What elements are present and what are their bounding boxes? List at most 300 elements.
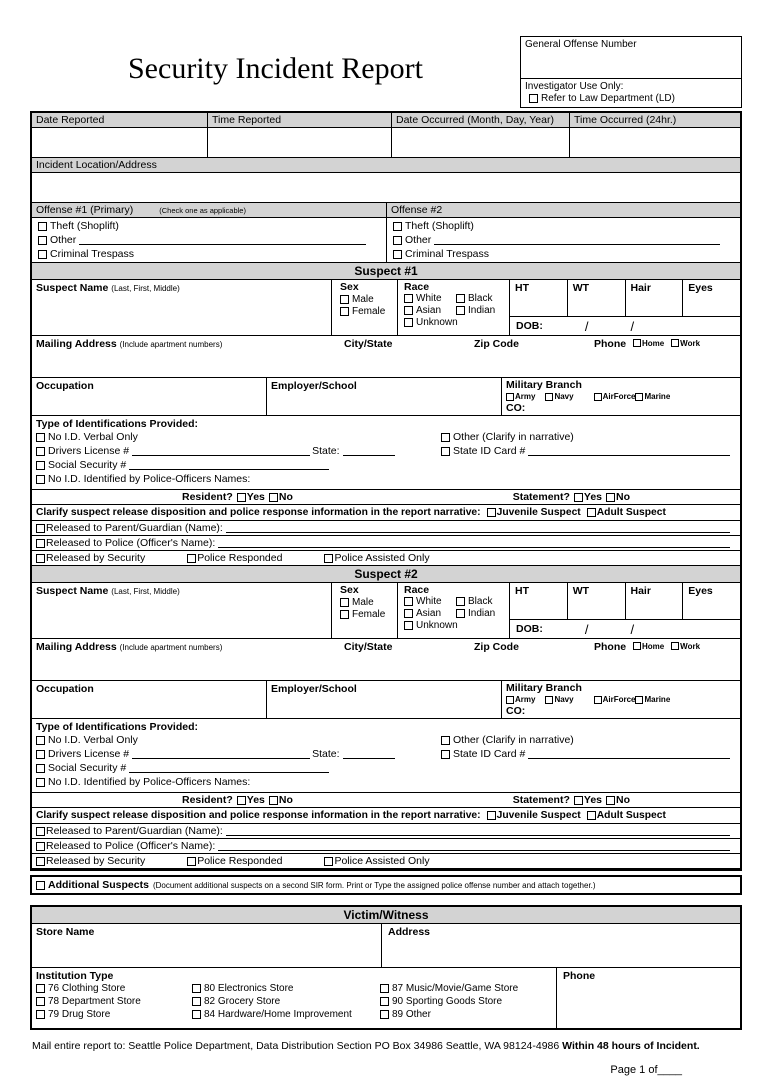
- height-field[interactable]: [510, 583, 568, 619]
- resident-label: Resident?: [182, 491, 233, 503]
- hair-label: Hair: [630, 282, 651, 294]
- sex-female-checkbox[interactable]: [340, 307, 349, 316]
- offense-header-row: [32, 203, 740, 218]
- zip-code-field[interactable]: [472, 336, 592, 352]
- general-offense-number-label: General Offense Number: [525, 39, 637, 50]
- released-parent-label: Released to Parent/Guardian (Name):: [46, 825, 223, 837]
- institution-76-label: 76 Clothing Store: [48, 983, 126, 994]
- sex-cell: [332, 583, 398, 638]
- military-marine-checkbox[interactable]: [635, 696, 643, 704]
- weight-label: WT: [572, 585, 590, 597]
- military-navy-checkbox[interactable]: [545, 696, 553, 704]
- general-offense-number-box: [520, 36, 742, 108]
- occupation-field[interactable]: [32, 378, 267, 415]
- institution-type-row: [32, 968, 740, 1028]
- commanding-officer-field[interactable]: CO:: [506, 705, 526, 717]
- weight-field[interactable]: [568, 280, 626, 316]
- employer-school-field[interactable]: [267, 378, 502, 415]
- offense2-theft-label: Theft (Shoplift): [405, 220, 474, 232]
- military-army-checkbox[interactable]: [506, 393, 514, 401]
- race-black-label: Black: [468, 596, 493, 607]
- police-assisted-checkbox[interactable]: [324, 857, 333, 866]
- adult-suspect-label: Adult Suspect: [596, 507, 666, 518]
- statement-yes-checkbox[interactable]: [574, 493, 583, 502]
- dob-slash: /: [630, 318, 635, 334]
- address-label: Address: [388, 926, 431, 938]
- race-unknown-label: Unknown: [416, 620, 458, 631]
- zip-code-label: Zip Code: [474, 641, 519, 653]
- id-other-checkbox[interactable]: [441, 433, 450, 442]
- race-asian-checkbox[interactable]: [404, 306, 413, 315]
- resident-yes-label: Yes: [246, 491, 265, 503]
- military-army-label: Army: [515, 392, 536, 401]
- institution-84-label: 84 Hardware/Home Improvement: [204, 1009, 352, 1020]
- institution-80-label: 80 Electronics Store: [204, 983, 294, 994]
- state-id-card-input[interactable]: [528, 445, 730, 456]
- institution-82-label: 82 Grocery Store: [204, 996, 281, 1007]
- mailing-address-field[interactable]: [32, 336, 342, 352]
- statement-yes-label: Yes: [583, 491, 602, 503]
- military-navy-checkbox[interactable]: [545, 393, 553, 401]
- eyes-label: Eyes: [688, 282, 713, 294]
- race-white-label: White: [416, 293, 442, 304]
- juvenile-suspect-checkbox[interactable]: [487, 508, 496, 517]
- offense1-other-checkbox[interactable]: [38, 236, 47, 245]
- adult-suspect-checkbox[interactable]: [587, 508, 596, 517]
- offense1-note: (Check one as applicable): [159, 205, 246, 215]
- suspect-identity-row: [32, 280, 740, 336]
- id-other-label: Other (Clarify in narrative): [453, 431, 574, 443]
- statement-no-label: No: [616, 794, 630, 806]
- military-branch-cell: [502, 378, 740, 415]
- sex-male-label: Male: [352, 597, 374, 608]
- institution-87-label: 87 Music/Movie/Game Store: [392, 983, 519, 994]
- clarify-label: Clarify suspect release disposition and police response information in the report narrative:: [36, 810, 481, 821]
- statement-no-checkbox[interactable]: [606, 796, 615, 805]
- released-police-label: Released to Police (Officer's Name):: [46, 840, 216, 852]
- race-black-checkbox[interactable]: [456, 294, 465, 303]
- dob-label: DOB:: [516, 623, 543, 635]
- race-white-checkbox[interactable]: [404, 294, 413, 303]
- released-by-security-checkbox[interactable]: [36, 554, 45, 563]
- time-occurred-input[interactable]: [570, 128, 740, 157]
- state-id-card-checkbox[interactable]: [441, 447, 450, 456]
- race-unknown-checkbox[interactable]: [404, 621, 413, 630]
- statement-yes-checkbox[interactable]: [574, 796, 583, 805]
- mail-deadline: Within 48 hours of Incident.: [562, 1040, 700, 1052]
- juvenile-suspect-label: Juvenile Suspect: [496, 810, 581, 821]
- dob-field[interactable]: [510, 619, 740, 638]
- suspect-section: [32, 263, 740, 566]
- height-label: HT: [515, 282, 529, 294]
- drivers-license-state-input[interactable]: [343, 445, 395, 456]
- adult-suspect-label: Adult Suspect: [596, 810, 666, 821]
- time-reported-label: Time Reported: [208, 113, 392, 127]
- offense1-trespass-checkbox[interactable]: [38, 250, 47, 259]
- police-responded-checkbox[interactable]: [187, 554, 196, 563]
- released-by-security-label: Released by Security: [46, 552, 146, 564]
- adult-suspect-checkbox[interactable]: [587, 811, 596, 820]
- race-asian-checkbox[interactable]: [404, 609, 413, 618]
- race-indian-checkbox[interactable]: [456, 306, 465, 315]
- offense1-other-input[interactable]: [79, 234, 366, 245]
- released-parent-label: Released to Parent/Guardian (Name):: [46, 522, 223, 534]
- offense1-theft-label: Theft (Shoplift): [50, 220, 119, 232]
- state-id-card-checkbox[interactable]: [441, 750, 450, 759]
- offense1-other-label: Other: [50, 234, 77, 246]
- no-id-verbal-label: No I.D. Verbal Only: [48, 734, 138, 746]
- employer-school-label: Employer/School: [271, 380, 357, 392]
- resident-yes-label: Yes: [246, 794, 265, 806]
- phone-home-checkbox[interactable]: [633, 642, 641, 650]
- drivers-license-input[interactable]: [132, 748, 310, 759]
- drivers-license-checkbox[interactable]: [36, 750, 45, 759]
- drivers-license-state-label: State:: [312, 445, 340, 457]
- institution-82-checkbox[interactable]: [192, 997, 201, 1006]
- city-state-label: City/State: [344, 338, 393, 350]
- offense1-label: Offense #1 (Primary): [36, 204, 134, 216]
- eyes-label: Eyes: [688, 585, 713, 597]
- statement-label: Statement?: [512, 794, 570, 806]
- military-marine-checkbox[interactable]: [635, 393, 643, 401]
- suspect-identity-row: [32, 583, 740, 639]
- social-security-input[interactable]: [129, 762, 329, 773]
- offense2-trespass-label: Criminal Trespass: [405, 248, 490, 260]
- military-navy-label: Navy: [554, 695, 574, 704]
- time-reported-input[interactable]: [208, 128, 392, 157]
- hair-field[interactable]: [626, 280, 684, 316]
- offense2-label: Offense #2: [391, 204, 443, 216]
- id-title: Type of Identifications Provided:: [36, 418, 198, 430]
- id-other-checkbox[interactable]: [441, 736, 450, 745]
- incident-location-label: Incident Location/Address: [36, 159, 157, 171]
- institution-90-label: 90 Sporting Goods Store: [392, 996, 503, 1007]
- race-unknown-checkbox[interactable]: [404, 318, 413, 327]
- institution-type-label: Institution Type: [36, 970, 114, 982]
- released-by-security-label: Released by Security: [46, 855, 146, 867]
- institution-84-checkbox[interactable]: [192, 1010, 201, 1019]
- released-police-row: [32, 839, 740, 854]
- employer-school-field[interactable]: [267, 681, 502, 718]
- offense2-options: [387, 218, 740, 262]
- incident-location-header-row: [32, 158, 740, 173]
- physical-stats-cell: [510, 583, 740, 638]
- phone-label: Phone: [594, 641, 627, 653]
- date-occurred-label: Date Occurred (Month, Day, Year): [392, 113, 570, 127]
- sex-cell: [332, 280, 398, 335]
- institution-78-label: 78 Department Store: [48, 996, 141, 1007]
- social-security-input[interactable]: [129, 459, 329, 470]
- sex-female-label: Female: [352, 609, 386, 620]
- clarify-label: Clarify suspect release disposition and police response information in the report narrative:: [36, 507, 481, 518]
- mailing-address-note: (Include apartment numbers): [119, 643, 223, 652]
- sex-male-label: Male: [352, 294, 374, 305]
- resident-yes-checkbox[interactable]: [237, 796, 246, 805]
- no-id-police-checkbox[interactable]: [36, 475, 45, 484]
- race-unknown-label: Unknown: [416, 317, 458, 328]
- police-responded-checkbox[interactable]: [187, 857, 196, 866]
- police-responded-label: Police Responded: [197, 552, 283, 564]
- phone-field-vw[interactable]: [556, 968, 740, 1028]
- city-state-field[interactable]: [342, 639, 472, 655]
- suspect-name-label: Suspect Name: [36, 282, 109, 294]
- released-by-security-checkbox[interactable]: [36, 857, 45, 866]
- race-label: Race: [404, 584, 430, 596]
- no-id-police-label: No I.D. Identified by Police-Officers Names:: [48, 473, 251, 485]
- released-police-checkbox[interactable]: [36, 539, 45, 548]
- refer-law-dept-label: Refer to Law Department (LD): [541, 93, 675, 104]
- occupation-row: [32, 681, 740, 719]
- race-white-checkbox[interactable]: [404, 597, 413, 606]
- city-state-field[interactable]: [342, 336, 472, 352]
- id-other-label: Other (Clarify in narrative): [453, 734, 574, 746]
- social-security-checkbox[interactable]: [36, 461, 45, 470]
- police-assisted-label: Police Assisted Only: [334, 855, 430, 867]
- military-marine-label: Marine: [644, 392, 671, 401]
- police-assisted-checkbox[interactable]: [324, 554, 333, 563]
- race-white-label: White: [416, 596, 442, 607]
- store-name-label: Store Name: [36, 926, 95, 938]
- drivers-license-state-label: State:: [312, 748, 340, 760]
- victim-witness-section: [30, 905, 742, 1030]
- suspect-name-field[interactable]: [32, 583, 332, 638]
- offense2-other-input[interactable]: [434, 234, 720, 245]
- resident-statement-row: [32, 490, 740, 505]
- juvenile-suspect-checkbox[interactable]: [487, 811, 496, 820]
- offense1-trespass-label: Criminal Trespass: [50, 248, 135, 260]
- statement-no-label: No: [616, 491, 630, 503]
- address-field[interactable]: [382, 924, 740, 940]
- institution-80-checkbox[interactable]: [192, 984, 201, 993]
- investigator-use-label: Investigator Use Only:: [525, 81, 624, 92]
- institution-87-checkbox[interactable]: [380, 984, 389, 993]
- released-police-row: [32, 536, 740, 551]
- suspect-sections: [32, 263, 740, 869]
- suspect-name-note: (Last, First, Middle): [111, 587, 180, 596]
- zip-code-field[interactable]: [472, 639, 592, 655]
- id-title: Type of Identifications Provided:: [36, 721, 198, 733]
- released-parent-row: [32, 521, 740, 536]
- race-label: Race: [404, 281, 430, 293]
- drivers-license-input[interactable]: [132, 445, 310, 456]
- released-parent-checkbox[interactable]: [36, 827, 45, 836]
- suspect-name-note: (Last, First, Middle): [111, 284, 180, 293]
- race-black-checkbox[interactable]: [456, 597, 465, 606]
- military-airforce-checkbox[interactable]: [594, 393, 602, 401]
- hair-label: Hair: [630, 585, 651, 597]
- resident-yes-checkbox[interactable]: [237, 493, 246, 502]
- no-id-verbal-checkbox[interactable]: [36, 736, 45, 745]
- phone-work-checkbox[interactable]: [671, 642, 679, 650]
- drivers-license-checkbox[interactable]: [36, 447, 45, 456]
- weight-field[interactable]: [568, 583, 626, 619]
- institution-89-label: 89 Other: [392, 1009, 431, 1020]
- suspect-section-header: Suspect #1: [32, 263, 740, 280]
- offense1-options: [32, 218, 387, 262]
- weight-label: WT: [572, 282, 590, 294]
- phone-work-checkbox[interactable]: [671, 339, 679, 347]
- dob-label: DOB:: [516, 320, 543, 332]
- phone-field[interactable]: [592, 639, 740, 655]
- released-parent-input[interactable]: [226, 522, 730, 533]
- phone-work-label: Work: [680, 338, 701, 348]
- sex-male-checkbox[interactable]: [340, 295, 349, 304]
- page-header: [30, 36, 742, 108]
- city-state-label: City/State: [344, 641, 393, 653]
- race-indian-label: Indian: [468, 305, 496, 316]
- phone-label-vw: Phone: [563, 970, 596, 982]
- suspect-section-header: Suspect #2: [32, 566, 740, 583]
- store-name-field[interactable]: [32, 924, 382, 967]
- military-army-checkbox[interactable]: [506, 696, 514, 704]
- institution-90-checkbox[interactable]: [380, 997, 389, 1006]
- race-cell: [398, 280, 510, 335]
- sex-female-label: Female: [352, 306, 386, 317]
- military-army-label: Army: [515, 695, 536, 704]
- suspect-name-field[interactable]: [32, 280, 332, 335]
- release-options-row: [32, 854, 740, 869]
- eyes-field[interactable]: [683, 280, 740, 316]
- released-parent-input[interactable]: [226, 825, 730, 836]
- dob-slash: /: [584, 621, 589, 637]
- military-navy-label: Navy: [554, 392, 574, 401]
- no-id-verbal-checkbox[interactable]: [36, 433, 45, 442]
- sex-male-checkbox[interactable]: [340, 598, 349, 607]
- hair-field[interactable]: [626, 583, 684, 619]
- resident-no-label: No: [278, 794, 293, 806]
- resident-label: Resident?: [182, 794, 233, 806]
- identifications-row: [32, 719, 740, 793]
- refer-law-dept-checkbox[interactable]: [529, 94, 538, 103]
- drivers-license-label: Drivers License #: [48, 748, 130, 760]
- date-occurred-input[interactable]: [392, 128, 570, 157]
- military-marine-label: Marine: [644, 695, 671, 704]
- mailing-address-label: Mailing Address: [36, 338, 117, 350]
- phone-field[interactable]: [592, 336, 740, 352]
- race-indian-label: Indian: [468, 608, 496, 619]
- juvenile-suspect-label: Juvenile Suspect: [496, 507, 581, 518]
- occupation-row: [32, 378, 740, 416]
- released-police-input[interactable]: [218, 537, 730, 548]
- employer-school-label: Employer/School: [271, 683, 357, 695]
- page-title: Security Incident Report: [128, 52, 423, 85]
- mailing-instructions: [30, 1040, 742, 1052]
- general-offense-number-field[interactable]: [521, 37, 741, 79]
- military-branch-label: Military Branch: [506, 682, 582, 694]
- military-airforce-label: AirForce: [602, 695, 636, 704]
- suspect-section: [32, 566, 740, 869]
- social-security-checkbox[interactable]: [36, 764, 45, 773]
- offense2-trespass-checkbox[interactable]: [393, 250, 402, 259]
- offense2-other-checkbox[interactable]: [393, 236, 402, 245]
- commanding-officer-field[interactable]: CO:: [506, 402, 526, 414]
- drivers-license-label: Drivers License #: [48, 445, 130, 457]
- height-field[interactable]: [510, 280, 568, 316]
- report-meta-header-row: [32, 113, 740, 128]
- mail-text: Mail entire report to: Seattle Police Department, Data Distribution Section PO Box 34986 Seattle, WA 98124-4986: [32, 1040, 560, 1052]
- height-label: HT: [515, 585, 529, 597]
- resident-no-label: No: [278, 491, 293, 503]
- no-id-police-checkbox[interactable]: [36, 778, 45, 787]
- occupation-label: Occupation: [36, 380, 94, 392]
- state-id-card-input[interactable]: [528, 748, 730, 759]
- military-airforce-checkbox[interactable]: [594, 696, 602, 704]
- offense2-theft-checkbox[interactable]: [393, 222, 402, 231]
- physical-stats-cell: [510, 280, 740, 335]
- offense1-theft-checkbox[interactable]: [38, 222, 47, 231]
- released-parent-checkbox[interactable]: [36, 524, 45, 533]
- no-id-police-label: No I.D. Identified by Police-Officers Names:: [48, 776, 251, 788]
- mailing-address-field[interactable]: [32, 639, 342, 655]
- released-police-checkbox[interactable]: [36, 842, 45, 851]
- page-number: Page 1 of____: [610, 1064, 682, 1076]
- released-parent-row: [32, 824, 740, 839]
- resident-statement-row: [32, 793, 740, 808]
- sex-female-checkbox[interactable]: [340, 610, 349, 619]
- offense-options-row: [32, 218, 740, 263]
- report-meta-input-row: [32, 128, 740, 158]
- no-id-verbal-label: No I.D. Verbal Only: [48, 431, 138, 443]
- phone-work-label: Work: [680, 641, 701, 651]
- mailing-address-row: [32, 639, 740, 681]
- race-asian-label: Asian: [416, 305, 442, 316]
- institution-89-checkbox[interactable]: [380, 1010, 389, 1019]
- race-black-label: Black: [468, 293, 493, 304]
- investigator-use-section: [521, 79, 741, 107]
- additional-suspects-checkbox[interactable]: [36, 881, 45, 890]
- incident-report-form: [30, 111, 742, 871]
- institution-type-cell: [32, 968, 556, 1028]
- phone-label: Phone: [594, 338, 627, 350]
- statement-no-checkbox[interactable]: [606, 493, 615, 502]
- statement-yes-label: Yes: [583, 794, 602, 806]
- sex-label: Sex: [340, 584, 359, 596]
- institution-79-label: 79 Drug Store: [48, 1009, 111, 1020]
- occupation-label: Occupation: [36, 683, 94, 695]
- institution-79-checkbox[interactable]: [36, 1010, 45, 1019]
- military-branch-label: Military Branch: [506, 379, 582, 391]
- phone-home-label: Home: [642, 641, 665, 651]
- phone-home-checkbox[interactable]: [633, 339, 641, 347]
- released-police-input[interactable]: [218, 840, 730, 851]
- military-airforce-label: AirForce: [602, 392, 636, 401]
- eyes-field[interactable]: [683, 583, 740, 619]
- date-reported-input[interactable]: [32, 128, 208, 157]
- resident-no-checkbox[interactable]: [269, 796, 278, 805]
- offense2-other-label: Other: [405, 234, 432, 246]
- incident-location-input[interactable]: [32, 173, 740, 203]
- additional-suspects-label: Additional Suspects: [48, 879, 149, 891]
- institution-76-checkbox[interactable]: [36, 984, 45, 993]
- resident-no-checkbox[interactable]: [269, 493, 278, 502]
- military-branch-cell: [502, 681, 740, 718]
- race-indian-checkbox[interactable]: [456, 609, 465, 618]
- occupation-field[interactable]: [32, 681, 267, 718]
- release-disposition-row: [32, 808, 740, 824]
- zip-code-label: Zip Code: [474, 338, 519, 350]
- police-assisted-label: Police Assisted Only: [334, 552, 430, 564]
- institution-78-checkbox[interactable]: [36, 997, 45, 1006]
- race-asian-label: Asian: [416, 608, 442, 619]
- victim-witness-header: Victim/Witness: [32, 907, 740, 924]
- sex-label: Sex: [340, 281, 359, 293]
- police-responded-label: Police Responded: [197, 855, 283, 867]
- dob-slash: /: [584, 318, 589, 334]
- dob-field[interactable]: [510, 316, 740, 335]
- dob-slash: /: [630, 621, 635, 637]
- mailing-address-label: Mailing Address: [36, 641, 117, 653]
- drivers-license-state-input[interactable]: [343, 748, 395, 759]
